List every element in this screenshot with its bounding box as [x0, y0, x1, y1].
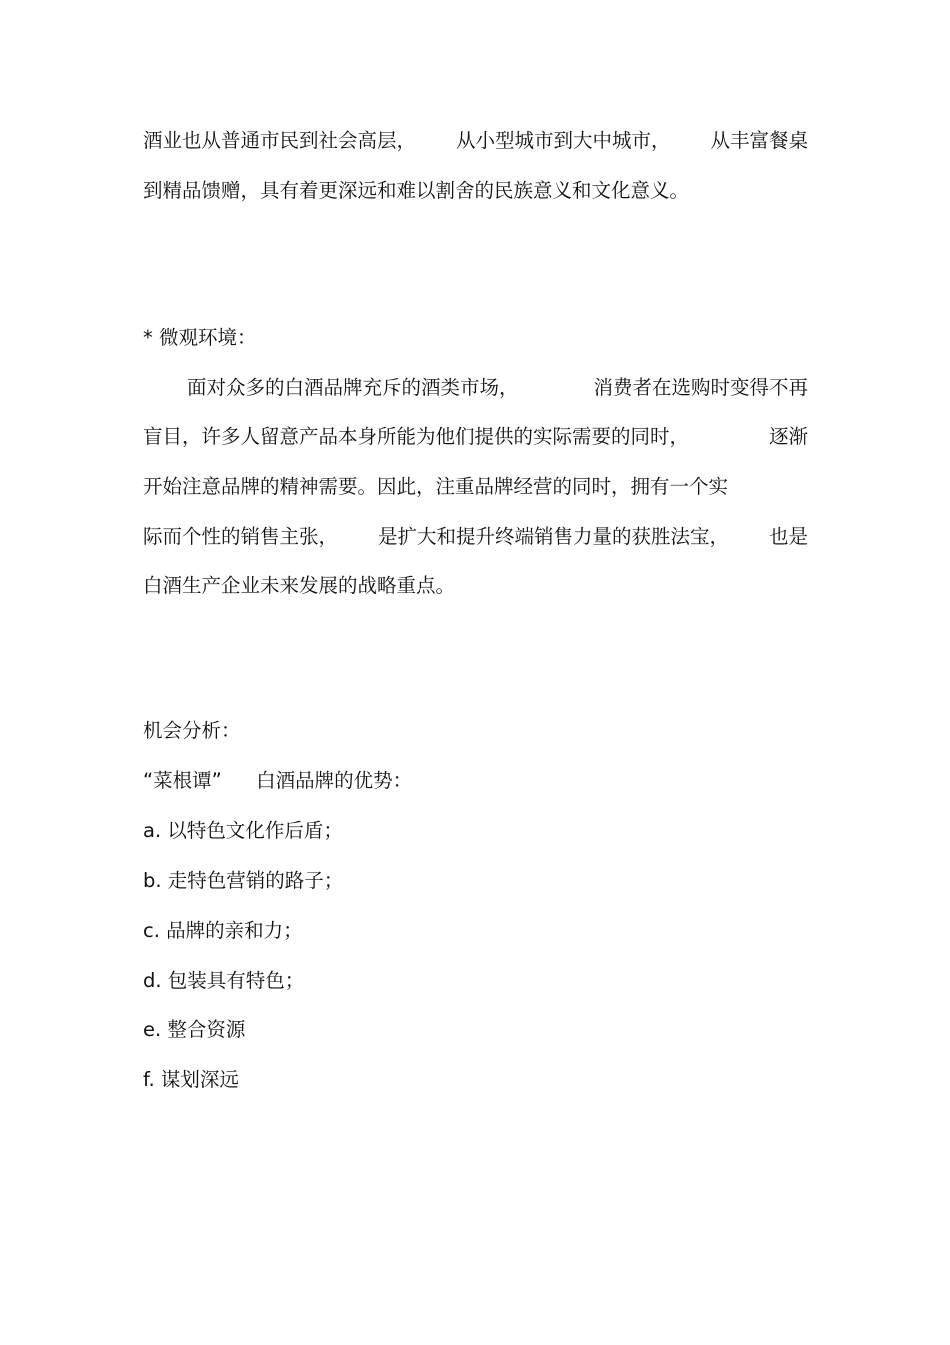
advantage-item-a: a. 以特色文化作后盾； [143, 819, 343, 842]
intro-segment: 酒业也从普通市民到社会高层， [143, 129, 417, 152]
micro-segment: 消费者在选购时变得不再 [593, 376, 808, 399]
section-heading-micro: * 微观环境： [143, 326, 257, 349]
intro-line-2: 到精品馈赠，具有着更深远和难以割舍的民族意义和文化意义。 [143, 179, 690, 202]
brand-name: “菜根谭” [143, 769, 222, 792]
micro-line-1 [143, 375, 808, 401]
advantage-item-c: c. 品牌的亲和力； [143, 919, 303, 942]
micro-line-5: 白酒生产企业未来发展的战略重点。 [143, 574, 456, 597]
section-heading-opportunity: 机会分析： [143, 719, 241, 742]
advantage-label: 白酒品牌的优势： [256, 769, 413, 792]
intro-line-1 [143, 128, 808, 154]
brand-advantage-heading [143, 768, 808, 794]
advantage-item-b: b. 走特色营销的路子； [143, 869, 344, 892]
micro-segment: 际而个性的销售主张， [143, 525, 339, 548]
micro-line-2 [143, 424, 808, 450]
micro-segment: 也是 [768, 525, 808, 548]
micro-segment: 盲目，许多人留意产品本身所能为他们提供的实际需要的同时， [143, 425, 690, 448]
intro-segment: 从丰富餐桌 [710, 129, 808, 152]
advantage-item-f: f. 谋划深远 [143, 1068, 239, 1091]
advantage-item-e: e. 整合资源 [143, 1018, 246, 1041]
micro-segment: 逐渐 [768, 425, 808, 448]
micro-line-4 [143, 524, 808, 550]
intro-segment: 从小型城市到大中城市， [455, 129, 671, 152]
advantage-item-d: d. 包装具有特色； [143, 969, 305, 992]
micro-line-3: 开始注意品牌的精神需要。因此，注重品牌经营的同时，拥有一个实 [143, 475, 729, 498]
micro-segment: 是扩大和提升终端销售力量的获胜法宝， [377, 525, 729, 548]
micro-segment: 面对众多的白酒品牌充斥的酒类市场， [187, 376, 519, 399]
